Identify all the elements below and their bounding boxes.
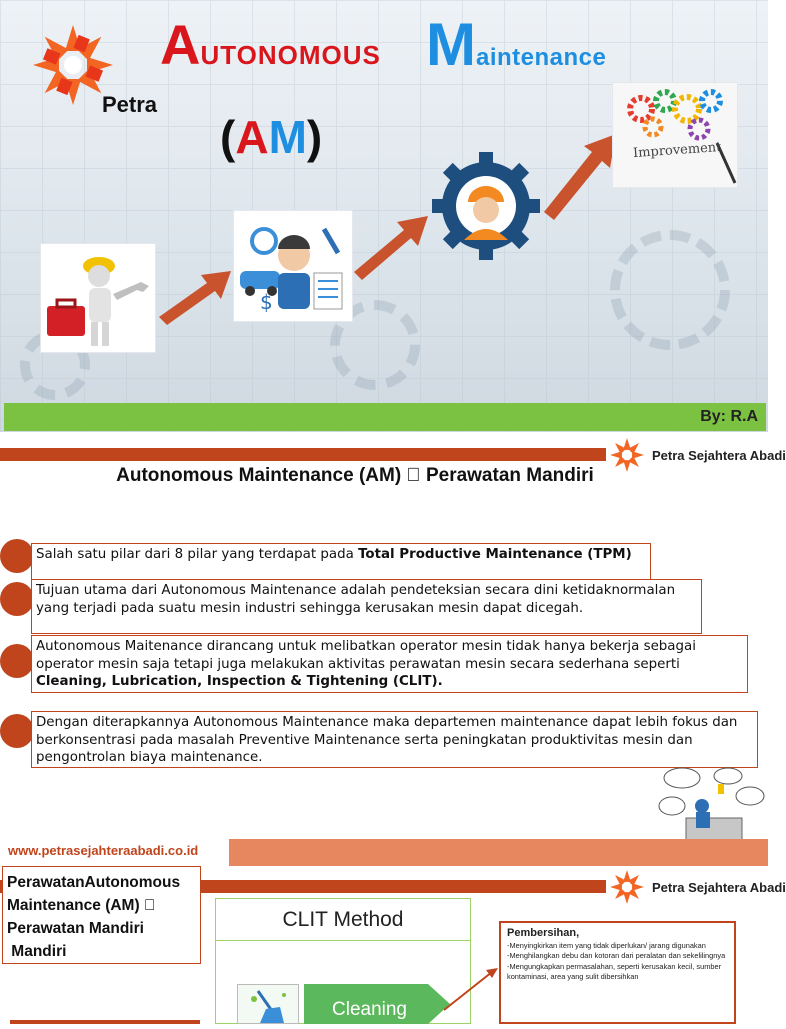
improvement-label: Improvement xyxy=(632,139,722,162)
title-rest-m: aintenance xyxy=(475,44,607,71)
byline-bar: By: R.A xyxy=(4,403,766,431)
bullet-dot xyxy=(0,714,34,748)
logo-wordmark: Petra xyxy=(102,92,158,117)
abbr-letter-m: M xyxy=(268,111,307,163)
bullet-dot xyxy=(0,539,34,573)
bullet-item-2 xyxy=(31,579,702,634)
svg-text:$: $ xyxy=(260,290,273,314)
gear-icon xyxy=(432,152,540,260)
broom-icon xyxy=(237,984,299,1024)
arrow-right-icon xyxy=(540,128,620,224)
bullet-item-3 xyxy=(31,635,748,693)
bullet-bold-text: Total Productive Maintenance (TPM) xyxy=(358,547,632,562)
title-autonomous xyxy=(160,12,381,77)
gear-icon xyxy=(610,230,730,350)
bullet-item-1 xyxy=(31,543,651,580)
engineer-tools-image xyxy=(233,210,353,322)
slide3-title-line: PerawatanAutonomous xyxy=(7,874,181,891)
clit-step-label: Cleaning xyxy=(332,999,407,1020)
arrow-right-icon xyxy=(155,265,235,325)
title-maintenance xyxy=(426,10,606,79)
arrow-right-icon xyxy=(350,210,432,282)
brand-name: Petra Sejahtera Abadi xyxy=(652,447,786,463)
worker-icon xyxy=(41,244,157,354)
title-initial-m: M xyxy=(426,11,476,78)
improvement-gears-image xyxy=(612,82,738,188)
broom-graphic xyxy=(238,985,300,1025)
bullet-text: Salah satu pilar dari 8 pilar yang terdapat pada xyxy=(36,547,359,562)
bullet-dot xyxy=(0,582,34,616)
slide3-title xyxy=(2,866,201,964)
paren-close: ) xyxy=(306,111,323,163)
pembersihan-heading: Pembersihan, xyxy=(507,927,580,939)
slide3-title-line: Maintenance (AM)   xyxy=(7,897,156,914)
bullet-bold-text: Cleaning, Lubrication, Inspection & Tightening (CLIT). xyxy=(36,674,443,689)
footer-bar xyxy=(229,839,768,866)
engineer-icon xyxy=(234,211,354,323)
gear-worker-image xyxy=(432,152,540,260)
bullet-text: Autonomous Maitenance dirancang untuk melibatkan operator mesin tidak hanya bekerja sebagai operator mesin saja tetapi juga melakukan aktivitas perawatan mesin secara sederhana seperti xyxy=(36,639,696,672)
slide2-brand xyxy=(608,436,786,474)
clit-heading: CLIT Method xyxy=(216,899,470,941)
arrow-right-icon xyxy=(440,962,502,1014)
slide3-title-line: Perawatan Mandiri xyxy=(7,920,144,937)
pembersihan-line: -Menghilangkan debu dan kotoran dari peralatan dan sekelilingnya xyxy=(507,951,726,961)
pembersihan-box xyxy=(499,921,736,1024)
title-initial-a: A xyxy=(160,13,201,76)
abbr-letter-a: A xyxy=(235,111,269,163)
bullet-item-4 xyxy=(31,711,758,768)
paren-open: ( xyxy=(220,111,236,163)
website-link[interactable]: www.petrasejahteraabadi.co.id xyxy=(8,843,199,858)
pembersihan-line: -Menyingkirkan item yang tidak diperlukan/ jarang digunakan xyxy=(507,941,706,950)
abbreviation-title xyxy=(220,110,322,164)
pembersihan-line: -Mengungkapkan permasalahan, seperti kerusakan kecil, sumber kontaminasi, area yang sulit dibersihkan xyxy=(507,961,722,982)
slide3-title-line: Mandiri xyxy=(7,943,67,960)
petra-flower-logo-icon xyxy=(608,868,646,906)
gear-icon xyxy=(613,83,739,189)
bullet-text: Tujuan utama dari Autonomous Maintenance adalah pendeteksian secara dini ketidaknormalan yang terjadi pada suatu mesin industri sehingga kerusakan mesin dapat dicegah. xyxy=(36,583,676,616)
title-rest-a: UTONOMOUS xyxy=(200,40,381,70)
worker-toolbox-image xyxy=(40,243,156,353)
cover-slide xyxy=(0,0,768,432)
bullet-dot xyxy=(0,644,34,678)
slide3-brand xyxy=(608,868,786,906)
slide3-bottom-bar xyxy=(10,1020,200,1024)
bullet-text: Dengan diterapkannya Autonomous Maintenance maka departemen maintenance dapat lebih fokus dan berkonsentrasi pada masalah Preventive Maintenance serta peningkatan produktivitas mesin dan pengontrolan biaya maintenance. xyxy=(36,715,738,765)
petra-flower-logo-icon xyxy=(608,436,646,474)
brand-name: Petra Sejahtera Abadi xyxy=(652,879,786,895)
slide2-title: Autonomous Maintenance (AM)   Perawatan Mandiri xyxy=(116,465,594,486)
